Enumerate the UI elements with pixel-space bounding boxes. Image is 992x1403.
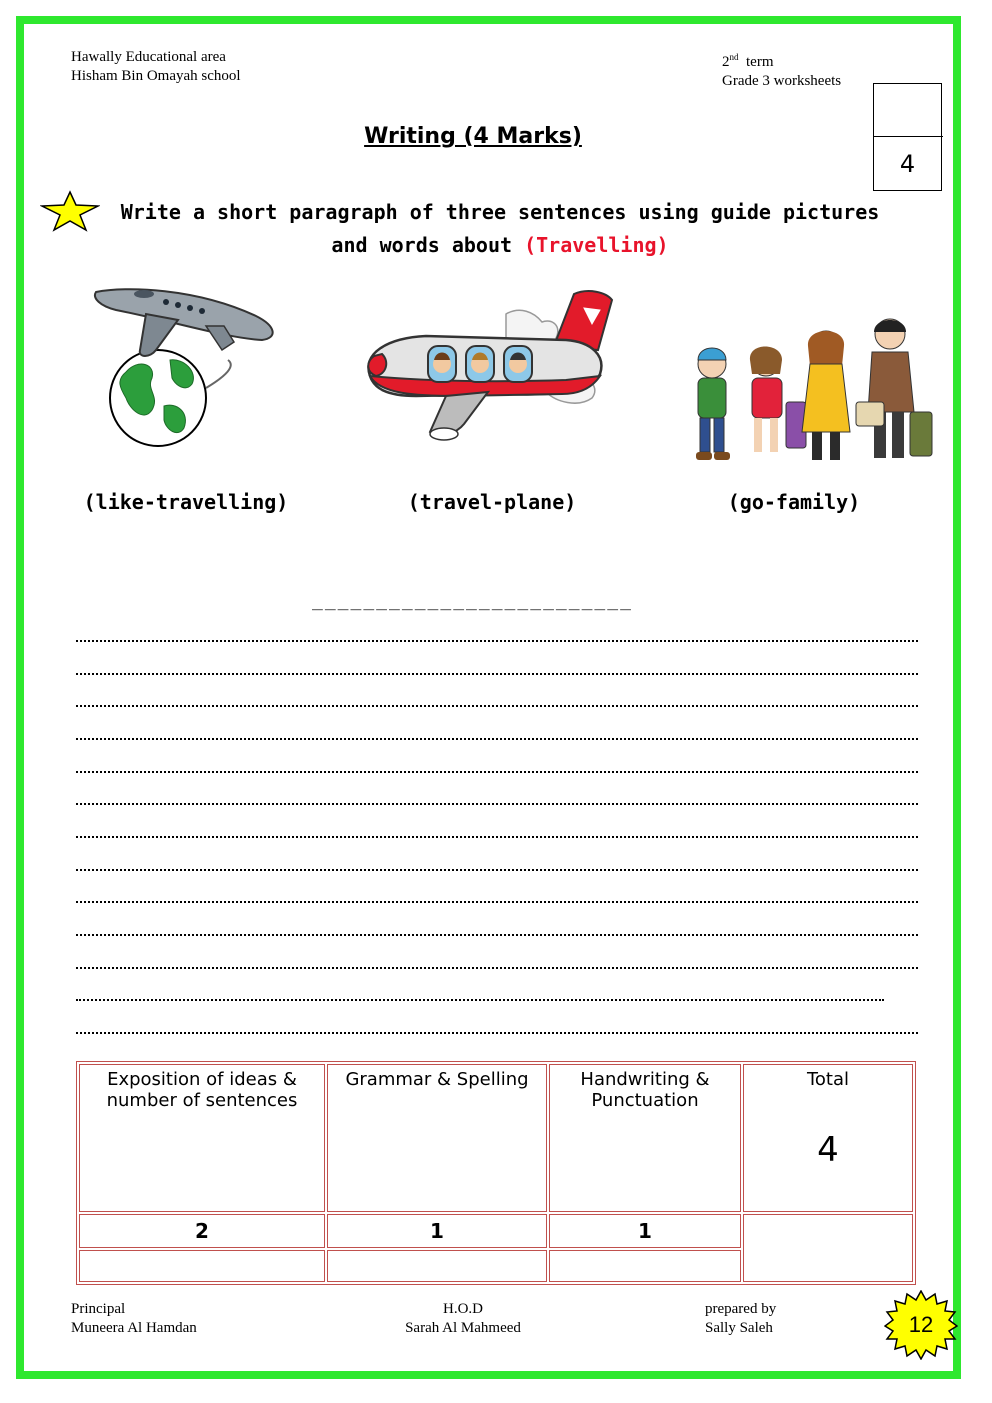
writing-line[interactable] [76,771,918,773]
mark-value: 4 [899,150,916,178]
writing-line[interactable] [76,705,918,707]
writing-line[interactable] [76,869,918,871]
prepared-name: Sally Saleh [705,1320,773,1336]
instruction-text: Write a short paragraph of three sentences using guide pictures and words about [120,200,880,257]
writing-line[interactable] [76,934,918,936]
rubric-header-exposition: Exposition of ideas & number of sentences [79,1064,325,1212]
footer-hod [398,1300,528,1338]
writing-line[interactable] [76,738,918,740]
paragraph-title-line[interactable]: _________________________ [312,590,633,611]
writing-line[interactable] [76,1032,918,1034]
rubric-score-grammar[interactable] [327,1250,547,1282]
cartoon-airplane-icon [356,284,636,444]
footer-principal [71,1300,197,1338]
writing-line[interactable] [76,640,918,642]
rubric-header-grammar: Grammar & Spelling [327,1064,547,1212]
rubric-score-handwriting[interactable] [549,1250,741,1282]
hod-role: H.O.D [443,1301,483,1317]
rubric-total-score-cell[interactable] [743,1214,913,1282]
writing-line[interactable] [76,836,918,838]
writing-line[interactable] [76,967,918,969]
school-name: Hisham Bin Omayah school [71,68,241,84]
rubric-header-total [743,1064,913,1212]
page-number: 12 [908,1312,934,1337]
prepared-role: prepared by [705,1301,777,1317]
caption-go-family: (go-family) [727,490,861,514]
grade-label: Grade 3 worksheets [722,73,842,89]
marking-rubric [76,1061,916,1285]
writing-line[interactable] [76,673,918,675]
rubric-total-value: 4 [817,1130,839,1170]
rubric-header-handwriting: Handwriting & Punctuation [549,1064,741,1212]
rubric-score-exposition[interactable] [79,1250,325,1282]
writing-line[interactable] [76,901,918,903]
rubric-total-label: Total [806,1069,850,1090]
plane-globe-icon [86,280,286,450]
writing-line[interactable] [76,999,884,1001]
instruction [100,196,900,262]
rubric-mark-exposition: 2 [79,1214,325,1248]
educational-area: Hawally Educational area [71,49,226,65]
page-title: Writing (4 Marks) [364,124,582,149]
caption-like-travelling: (like-travelling) [83,490,289,514]
term-info [722,48,841,91]
school-info [71,48,241,86]
rubric-mark-grammar: 1 [327,1214,547,1248]
writing-line[interactable] [76,803,918,805]
caption-travel-plane: (travel-plane) [407,490,577,514]
principal-name: Muneera Al Hamdan [71,1320,197,1336]
hod-name: Sarah Al Mahmeed [405,1320,521,1336]
instruction-topic: (Travelling) [524,233,669,257]
family-travel-icon [686,312,946,472]
star-icon [40,190,100,232]
term-label: 2nd term [722,52,774,70]
rubric-mark-handwriting: 1 [549,1214,741,1248]
footer-prepared-by [705,1300,776,1338]
principal-role: Principal [71,1301,126,1317]
